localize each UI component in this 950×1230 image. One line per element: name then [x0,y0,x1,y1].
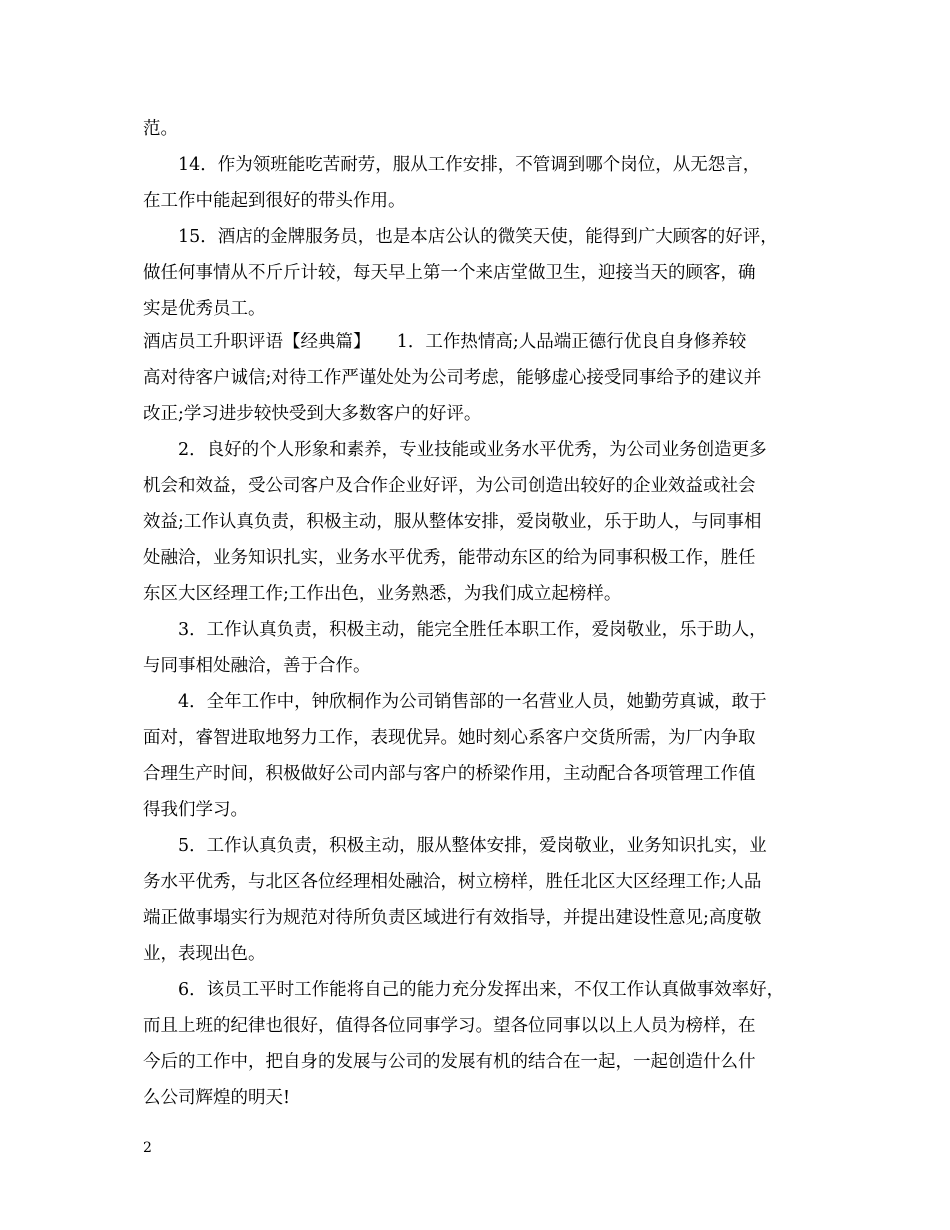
text-line: 高对待客户诚信;对待工作严谨处处为公司考虑，能够虚心接受同事给予的建议并 [143,368,762,388]
text-line: 今后的工作中，把自身的发展与公司的发展有机的结合在一起，一起创造什么什 [143,1052,756,1072]
text-line: 改正;学习进步较快受到大多数客户的好评。 [143,404,482,424]
text-line: 东区大区经理工作;工作出色，业务熟悉，为我们成立起榜样。 [143,584,622,604]
text-line: 范。 [143,119,178,139]
text-line: 14．作为领班能吃苦耐劳，服从工作安排，不管调到哪个岗位，从无怨言， [143,155,761,175]
text-line: 业，表现出色。 [143,944,266,964]
text-line: 合理生产时间，积极做好公司内部与客户的桥梁作用，主动配合各项管理工作值 [143,764,756,784]
text-line: 实是优秀员工。 [143,299,266,319]
text-line: 处融洽，业务知识扎实，业务水平优秀，能带动东区的给为同事积极工作，胜任 [143,548,756,568]
text-line: 做任何事情从不斤斤计较，每天早上第一个来店堂做卫生，迎接当天的顾客，确 [143,263,756,283]
text-line: 面对，睿智进取地努力工作，表现优异。她时刻心系客户交货所需，为厂内争取 [143,728,756,748]
text-line: 4．全年工作中，钟欣桐作为公司销售部的一名营业人员，她勤劳真诚，敢于 [143,692,767,712]
text-line: 效益;工作认真负责，积极主动，服从整体安排，爱岗敬业，乐于助人，与同事相 [143,512,762,532]
text-line: 6．该员工平时工作能将自己的能力充分发挥出来，不仅工作认真做事效率好， [143,980,785,1000]
text-line: 与同事相处融洽，善于合作。 [143,656,371,676]
section-heading-line: 酒店员工升职评语【经典篇】 1．工作热情高;人品端正德行优良自身修养较 [143,332,747,352]
text-line: 3．工作认真负责，积极主动，能完全胜任本职工作，爱岗敬业，乐于助人， [143,620,767,640]
text-line: 得我们学习。 [143,800,248,820]
text-line: 务水平优秀，与北区各位经理相处融洽，树立榜样，胜任北区大区经理工作;人品 [143,872,762,892]
text-line: 在工作中能起到很好的带头作用。 [143,191,406,211]
text-line: 端正做事塌实行为规范对待所负责区域进行有效指导，并提出建设性意见;高度敬 [143,908,762,928]
text-line: 机会和效益，受公司客户及合作企业好评，为公司创造出较好的企业效益或社会 [143,476,756,496]
page-number: 2 [143,1140,152,1156]
text-line: 15．酒店的金牌服务员，也是本店公认的微笑天使，能得到广大顾客的好评， [143,227,778,247]
text-line: 而且上班的纪律也很好，值得各位同事学习。望各位同事以以上人员为榜样，在 [143,1016,756,1036]
text-line: 么公司辉煌的明天! [143,1088,291,1108]
text-line: 2．良好的个人形象和素养，专业技能或业务水平优秀，为公司业务创造更多 [143,440,767,460]
text-line: 5．工作认真负责，积极主动，服从整体安排，爱岗敬业，业务知识扎实，业 [143,836,767,856]
